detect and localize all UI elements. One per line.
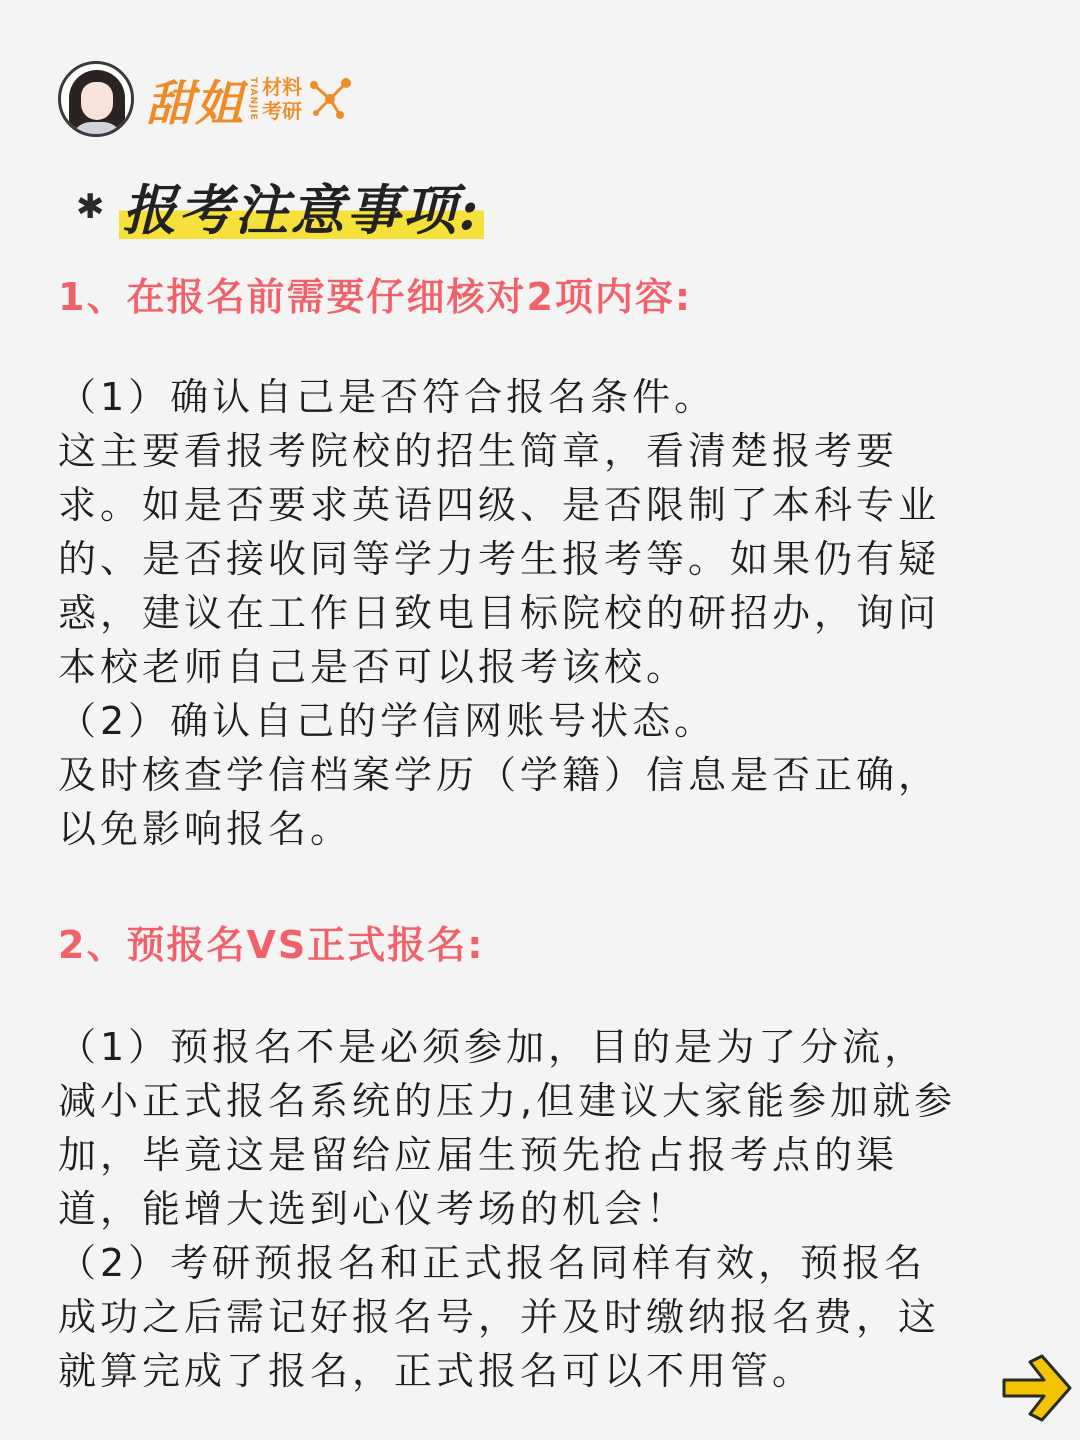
- paragraph-line: 惑，建议在工作日致电目标院校的研招办，询问: [58, 591, 941, 635]
- brand-pinyin: TIANJIE: [248, 77, 259, 121]
- brand-sub-line1: 材料: [262, 75, 303, 99]
- paragraph-line: 成功之后需记好报名号，并及时缴纳报名费，这: [58, 1295, 941, 1339]
- paragraph-line: 道，能增大选到心仪考场的机会！: [58, 1187, 689, 1231]
- arrow-right-icon[interactable]: [1000, 1350, 1076, 1426]
- molecule-icon: [306, 75, 354, 123]
- section-1-heading: 1、在报名前需要仔细核对2项内容:: [58, 275, 693, 319]
- header: [58, 58, 354, 140]
- asterisk-star-icon: ✱: [76, 186, 105, 227]
- paragraph-line: 减小正式报名系统的压力,但建议大家能参加就参: [58, 1079, 957, 1123]
- avatar: [58, 61, 134, 137]
- paragraph-line: （2）考研预报名和正式报名同样有效，预报名: [58, 1241, 927, 1285]
- brand-logo: [146, 65, 354, 134]
- paragraph-line: （1）确认自己是否符合报名条件。: [58, 375, 717, 419]
- paragraph-line: （1）预报名不是必须参加，目的是为了分流，: [58, 1025, 927, 1069]
- section-2-heading: 2、预报名VS正式报名:: [58, 923, 485, 967]
- brand-sub-line2: 考研: [262, 99, 303, 123]
- paragraph-line: 本校老师自己是否可以报考该校。: [58, 645, 689, 689]
- brand-subtitle: [262, 75, 302, 123]
- paragraph-line: 求。如是否要求英语四级、是否限制了本科专业: [58, 483, 941, 527]
- brand-name: 甜姐: [146, 75, 245, 132]
- section-title-text: 报考注意事项:: [119, 168, 485, 245]
- paragraph-line: 就算完成了报名，正式报名可以不用管。: [58, 1349, 815, 1393]
- section-2-body: [58, 1020, 1048, 1398]
- paragraph-line: 以免影响报名。: [58, 807, 353, 851]
- paragraph-line: 及时核查学信档案学历（学籍）信息是否正确，: [58, 753, 941, 797]
- section-1-body: [58, 370, 1048, 856]
- paragraph-line: 的、是否接收同等学力考生报考等。如果仍有疑: [58, 537, 941, 581]
- paragraph-line: 加，毕竟这是留给应届生预先抢占报考点的渠: [58, 1133, 899, 1177]
- section-title: [76, 168, 484, 245]
- paragraph-line: 这主要看报考院校的招生简章，看清楚报考要: [58, 429, 899, 473]
- paragraph-line: （2）确认自己的学信网账号状态。: [58, 699, 717, 743]
